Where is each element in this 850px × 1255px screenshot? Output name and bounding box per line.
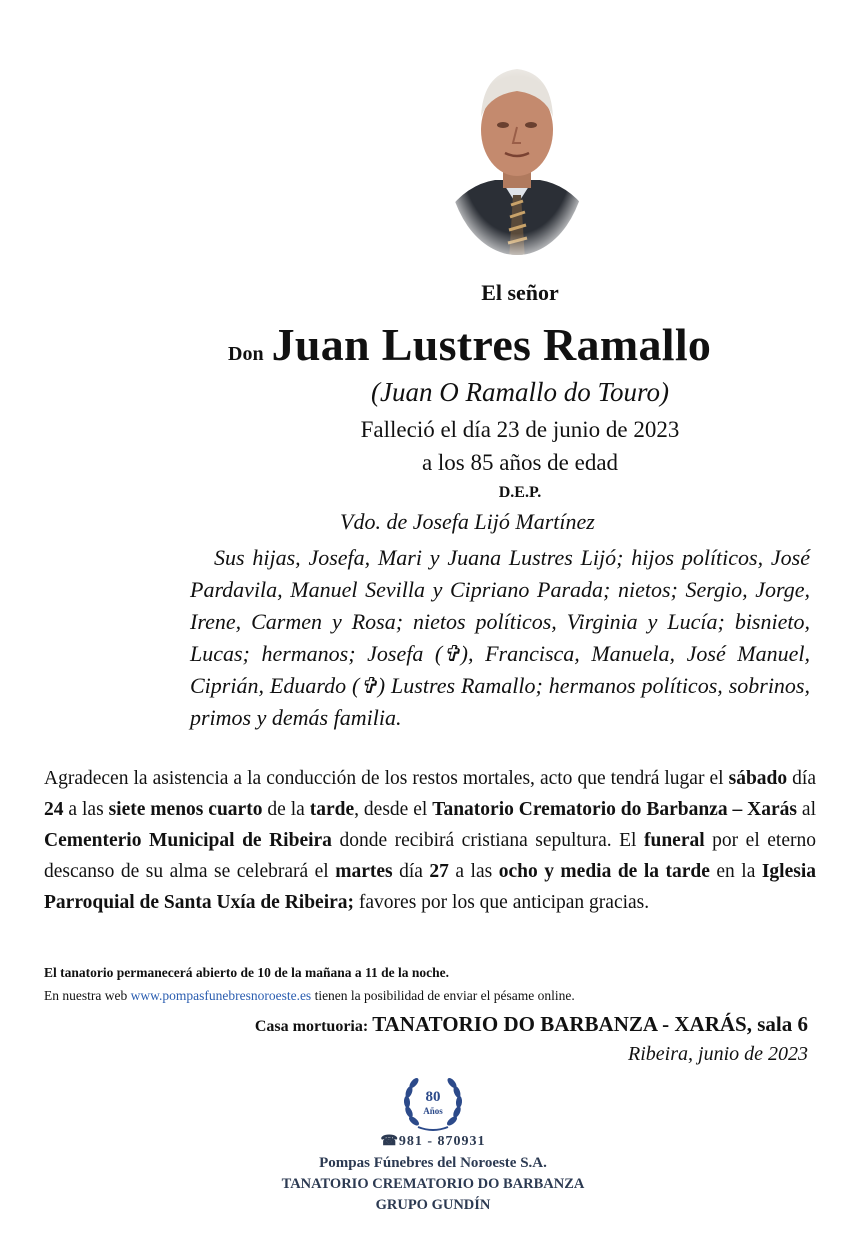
notice-highlight: Iglesia Parroquial de Santa Uxía de Ribeira; <box>44 861 817 913</box>
deceased-portrait <box>445 55 590 260</box>
notice-highlight: sábado <box>728 768 788 789</box>
notice-text: día <box>392 861 430 882</box>
logo-word: Años <box>423 1106 443 1116</box>
crematorium-name: TANATORIO CREMATORIO DO BARBANZA <box>281 1176 585 1192</box>
notice-highlight: martes <box>335 861 393 882</box>
family-list <box>190 542 810 734</box>
cross-icon: ✞ <box>442 641 461 666</box>
wake-location <box>255 1012 808 1037</box>
notice-highlight: funeral <box>643 830 705 851</box>
notice-highlight: Cementerio Municipal de Ribeira <box>44 830 332 851</box>
family-text-2: ), Francisca, Manuela, José Manuel, Ciprián, Eduardo ( <box>190 641 810 698</box>
death-date: Falleció el día 23 de junio de 2023 <box>360 417 680 442</box>
phone-icon: ☎ <box>380 1134 399 1149</box>
funeral-notice <box>44 763 816 918</box>
notice-highlight: siete menos cuarto <box>108 799 263 820</box>
deceased-name: Juan Lustres Ramallo <box>271 319 712 370</box>
company-name: Pompas Fúnebres del Noroeste S.A. <box>319 1155 547 1171</box>
notice-text: , desde el <box>354 799 433 820</box>
notice-highlight: tarde <box>309 799 355 820</box>
wake-place: TANATORIO DO BARBANZA - XARÁS, sala 6 <box>372 1012 808 1036</box>
web-note-text: En nuestra web <box>44 988 131 1003</box>
notice-text: en la <box>709 861 762 882</box>
family-text-3: ) Lustres Ramallo; hermanos políticos, sobrinos, primos y demás familia. <box>190 673 810 730</box>
place-and-date: Ribeira, junio de 2023 <box>628 1043 808 1065</box>
notice-text: a las <box>63 799 109 820</box>
logo-number: 80 <box>425 1089 441 1105</box>
age-at-death: a los 85 años de edad <box>421 450 619 475</box>
name-row <box>228 318 711 371</box>
intro-title: El señor <box>481 280 559 305</box>
family-text-1: Sus hijas, Josefa, Mari y Juana Lustres Lijó; hijos políticos, José Pardavila, Manuel Sevilla y Cipriano Parada; nietos; Sergio, Jorge, Irene, Carmen y Rosa; nietos políticos, Virginia y Lucía; bisnieto, Lucas; hermanos; Josefa ( <box>190 545 810 666</box>
notice-text: día <box>787 768 816 789</box>
opening-hours-note: El tanatorio permanecerá abierto de 10 de la mañana a 11 de la noche. <box>44 965 449 980</box>
notice-highlight: 27 <box>429 861 449 882</box>
rip-abbreviation: D.E.P. <box>498 484 542 501</box>
laurel-wreath-icon <box>400 1073 466 1133</box>
web-note-text: tienen la posibilidad de enviar el pésame online. <box>311 988 575 1003</box>
group-name: GRUPO GUNDÍN <box>375 1197 491 1213</box>
notice-text: donde recibirá cristiana sepultura. El <box>331 830 644 851</box>
notice-highlight: ocho y media de la tarde <box>498 861 710 882</box>
phone-text[interactable]: 981 - 870931 <box>398 1134 486 1149</box>
web-note <box>44 988 575 1004</box>
cross-icon: ✞ <box>359 673 378 698</box>
honorific: Don <box>228 343 264 365</box>
notice-text: Agradecen la asistencia a la conducción de los restos mortales, acto que tendrá lugar el <box>44 768 729 789</box>
notice-text: favores por los que anticipan gracias. <box>354 892 650 913</box>
notice-highlight: Tanatorio Crematorio do Barbanza – Xarás <box>432 799 797 820</box>
notice-text: al <box>797 799 816 820</box>
notice-highlight: 24 <box>44 799 64 820</box>
phone-number <box>0 1133 850 1150</box>
notice-text: a las <box>448 861 499 882</box>
notice-text: de la <box>262 799 310 820</box>
notice-text: por el eterno descanso de su alma se celebrará el <box>44 830 816 882</box>
website-link[interactable]: www.pompasfunebresnoroeste.es <box>130 988 312 1003</box>
widow-of: Vdo. de Josefa Lijó Martínez <box>340 509 595 534</box>
nickname: (Juan O Ramallo do Touro) <box>370 377 669 407</box>
wake-label: Casa mortuoria: <box>254 1018 369 1035</box>
